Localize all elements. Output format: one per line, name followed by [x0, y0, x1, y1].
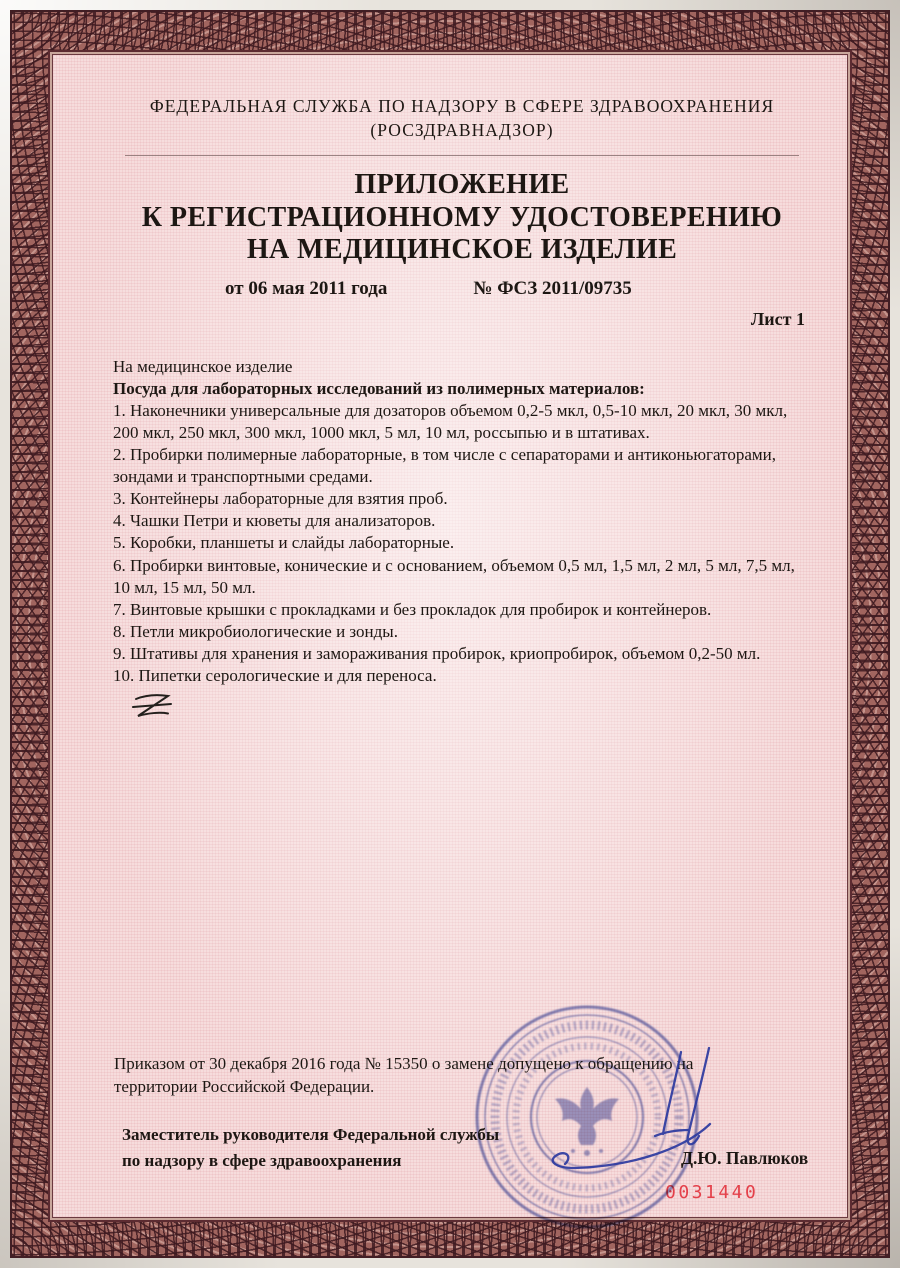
list-item: 5. Коробки, планшеты и слайды лабораторные. [113, 533, 455, 553]
registration-number: № ФСЗ 2011/09735 [473, 277, 632, 299]
signer-title [122, 1122, 499, 1173]
title-line-2: К РЕГИСТРАЦИОННОМУ УДОСТОВЕРЕНИЮ [141, 201, 783, 233]
registration-meta [113, 278, 811, 300]
signature [505, 1040, 775, 1190]
list-item: 3. Контейнеры лабораторные для взятия проб. [113, 489, 448, 509]
header-divider [125, 155, 799, 156]
intro-line: На медицинское изделие [113, 356, 293, 376]
agency-header [113, 95, 811, 142]
document-title [113, 169, 811, 266]
sheet-number: Лист 1 [750, 308, 805, 329]
agency-name: ФЕДЕРАЛЬНАЯ СЛУЖБА ПО НАДЗОРУ В СФЕРЕ ЗДРАВООХРАНЕНИЯ [149, 96, 775, 116]
list-item: 9. Штативы для хранения и замораживания пробирок, криопробирок, объемом 0,2-50 мл. [113, 643, 761, 663]
list-item: 8. Петли микробиологические и зонды. [113, 621, 398, 641]
signer-name: Д.Ю. Павлюков [681, 1148, 809, 1168]
end-of-text-mark [131, 692, 173, 722]
list-item: 6. Пробирки винтовые, конические и с основанием, объемом 0,5 мл, 1,5 мл, 2 мл, 5 мл, 7,5 мл, 10 мл, 15 мл, 50 мл. [113, 555, 795, 597]
list-item: 4. Чашки Петри и кюветы для анализаторов. [113, 511, 436, 531]
order-replacement-note: Приказом от 30 декабря 2016 года № 15350 о замене допущено к обращению на территории Российской Федерации. [114, 1054, 694, 1097]
list-item: 10. Пипетки серологические и для переноса. [113, 665, 437, 685]
list-item: 7. Винтовые крышки с прокладками и без прокладок для пробирок и контейнеров. [113, 599, 712, 619]
list-item: 2. Пробирки полимерные лабораторные, в том числе с сепараторами и антиконьюгаторами, зондами и транспортными средами. [113, 445, 776, 487]
title-line-1: ПРИЛОЖЕНИЕ [354, 169, 570, 201]
registration-date: от 06 мая 2011 года [225, 277, 388, 299]
signer-title-line-1: Заместитель руководителя Федеральной службы [122, 1125, 500, 1144]
title-line-3: НА МЕДИЦИНСКОЕ ИЗДЕЛИЕ [246, 234, 678, 266]
product-title: Посуда для лабораторных исследований из полимерных материалов: [113, 378, 645, 398]
list-item: 1. Наконечники универсальные для дозаторов объемом 0,2-5 мкл, 0,5-10 мкл, 20 мкл, 30 мкл, 200 мкл, 250 мкл, 300 мкл, 1000 мкл, 5 мл, 10 мл, россыпью и в штативах. [113, 400, 788, 442]
agency-short-name: (РОСЗДРАВНАДЗОР) [370, 119, 554, 140]
blank-serial-number: 0031440 [665, 1182, 759, 1203]
device-description [113, 356, 811, 722]
signer-title-line-2: по надзору в сфере здравоохранения [122, 1150, 402, 1170]
